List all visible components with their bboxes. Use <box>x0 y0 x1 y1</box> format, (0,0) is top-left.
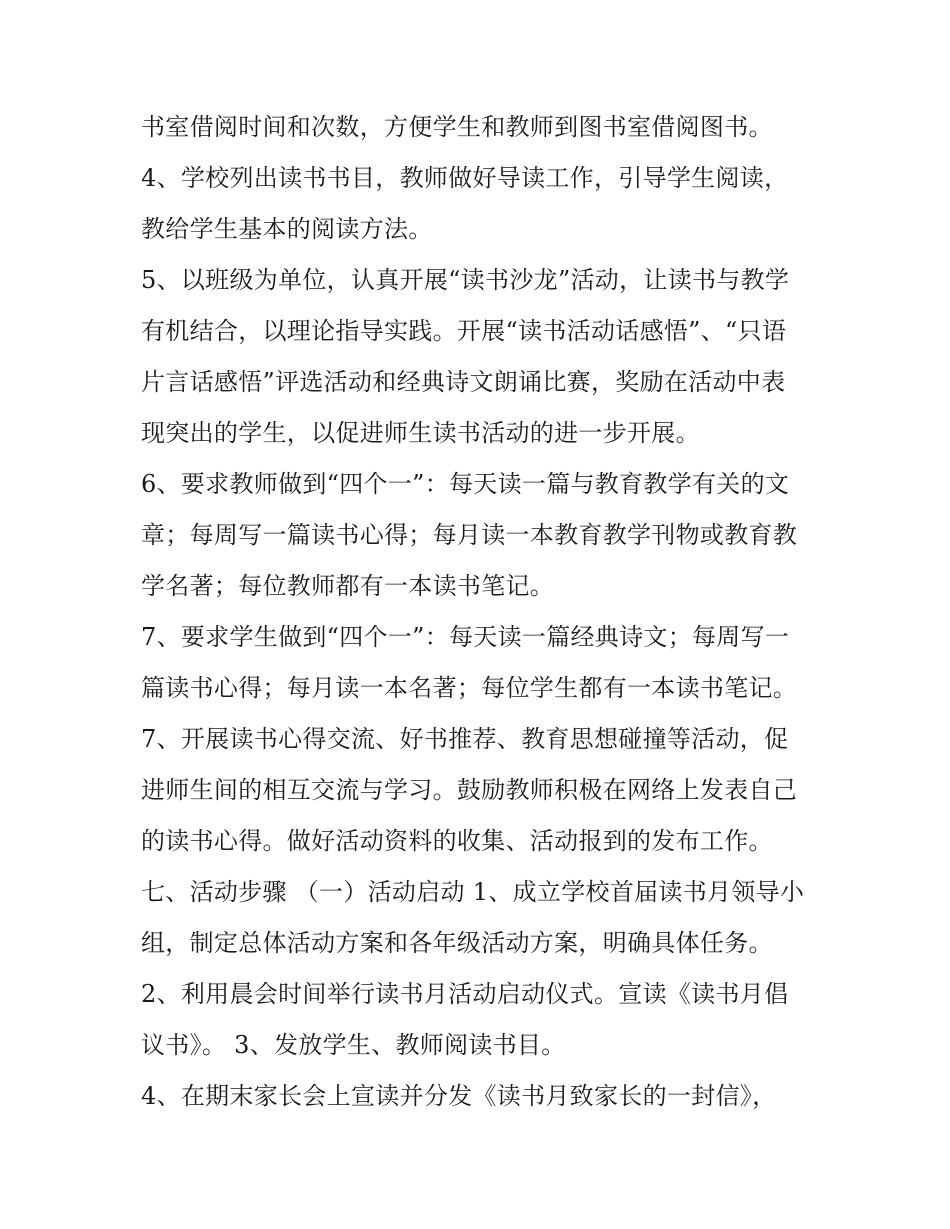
text-line: 的读书心得。做好活动资料的收集、活动报到的发布工作。 <box>141 827 773 855</box>
text-line: 书室借阅时间和次数，方便学生和教师到图书室借阅图书。 <box>141 113 773 141</box>
text-line: 议书》。 3、发放学生、教师阅读书目。 <box>141 1031 566 1059</box>
text-line: 7、开展读书心得交流、好书推荐、教育思想碰撞等活动，促 <box>141 725 789 753</box>
text-line: 2、利用晨会时间举行读书月活动启动仪式。宣读《读书月倡 <box>141 980 789 1008</box>
text-line: 7、要求学生做到“四个一”：每天读一篇经典诗文；每周写一 <box>141 623 790 651</box>
text-line: 组，制定总体活动方案和各年级活动方案，明确具体任务。 <box>141 929 773 957</box>
document-body <box>141 102 821 1122</box>
text-line: 4、在期末家长会上宣读并分发《读书月致家长的一封信》， <box>141 1082 777 1110</box>
text-line: 七、活动步骤 （一）活动启动 1、成立学校首届读书月领导小 <box>141 878 805 906</box>
text-line: 学名著；每位教师都有一本读书笔记。 <box>141 572 555 600</box>
text-line: 章；每周写一篇读书心得；每月读一本教育教学刊物或教育教 <box>141 521 798 549</box>
text-line: 进师生间的相互交流与学习。鼓励教师积极在网络上发表自己 <box>141 776 798 804</box>
text-line: 片言话感悟”评选活动和经典诗文朗诵比赛，奖励在活动中表 <box>141 368 786 396</box>
text-line: 教给学生基本的阅读方法。 <box>141 215 433 243</box>
text-line: 现突出的学生，以促进师生读书活动的进一步开展。 <box>141 419 700 447</box>
text-line: 有机结合，以理论指导实践。开展“读书活动话感悟”、“只语 <box>141 317 787 345</box>
text-line: 篇读书心得；每月读一本名著；每位学生都有一本读书笔记。 <box>141 674 798 702</box>
text-line: 6、要求教师做到“四个一”：每天读一篇与教育教学有关的文 <box>141 470 790 498</box>
text-line: 4、学校列出读书书目，教师做好导读工作，引导学生阅读， <box>141 164 789 192</box>
text-line: 5、以班级为单位，认真开展“读书沙龙”活动，让读书与教学 <box>141 266 790 294</box>
